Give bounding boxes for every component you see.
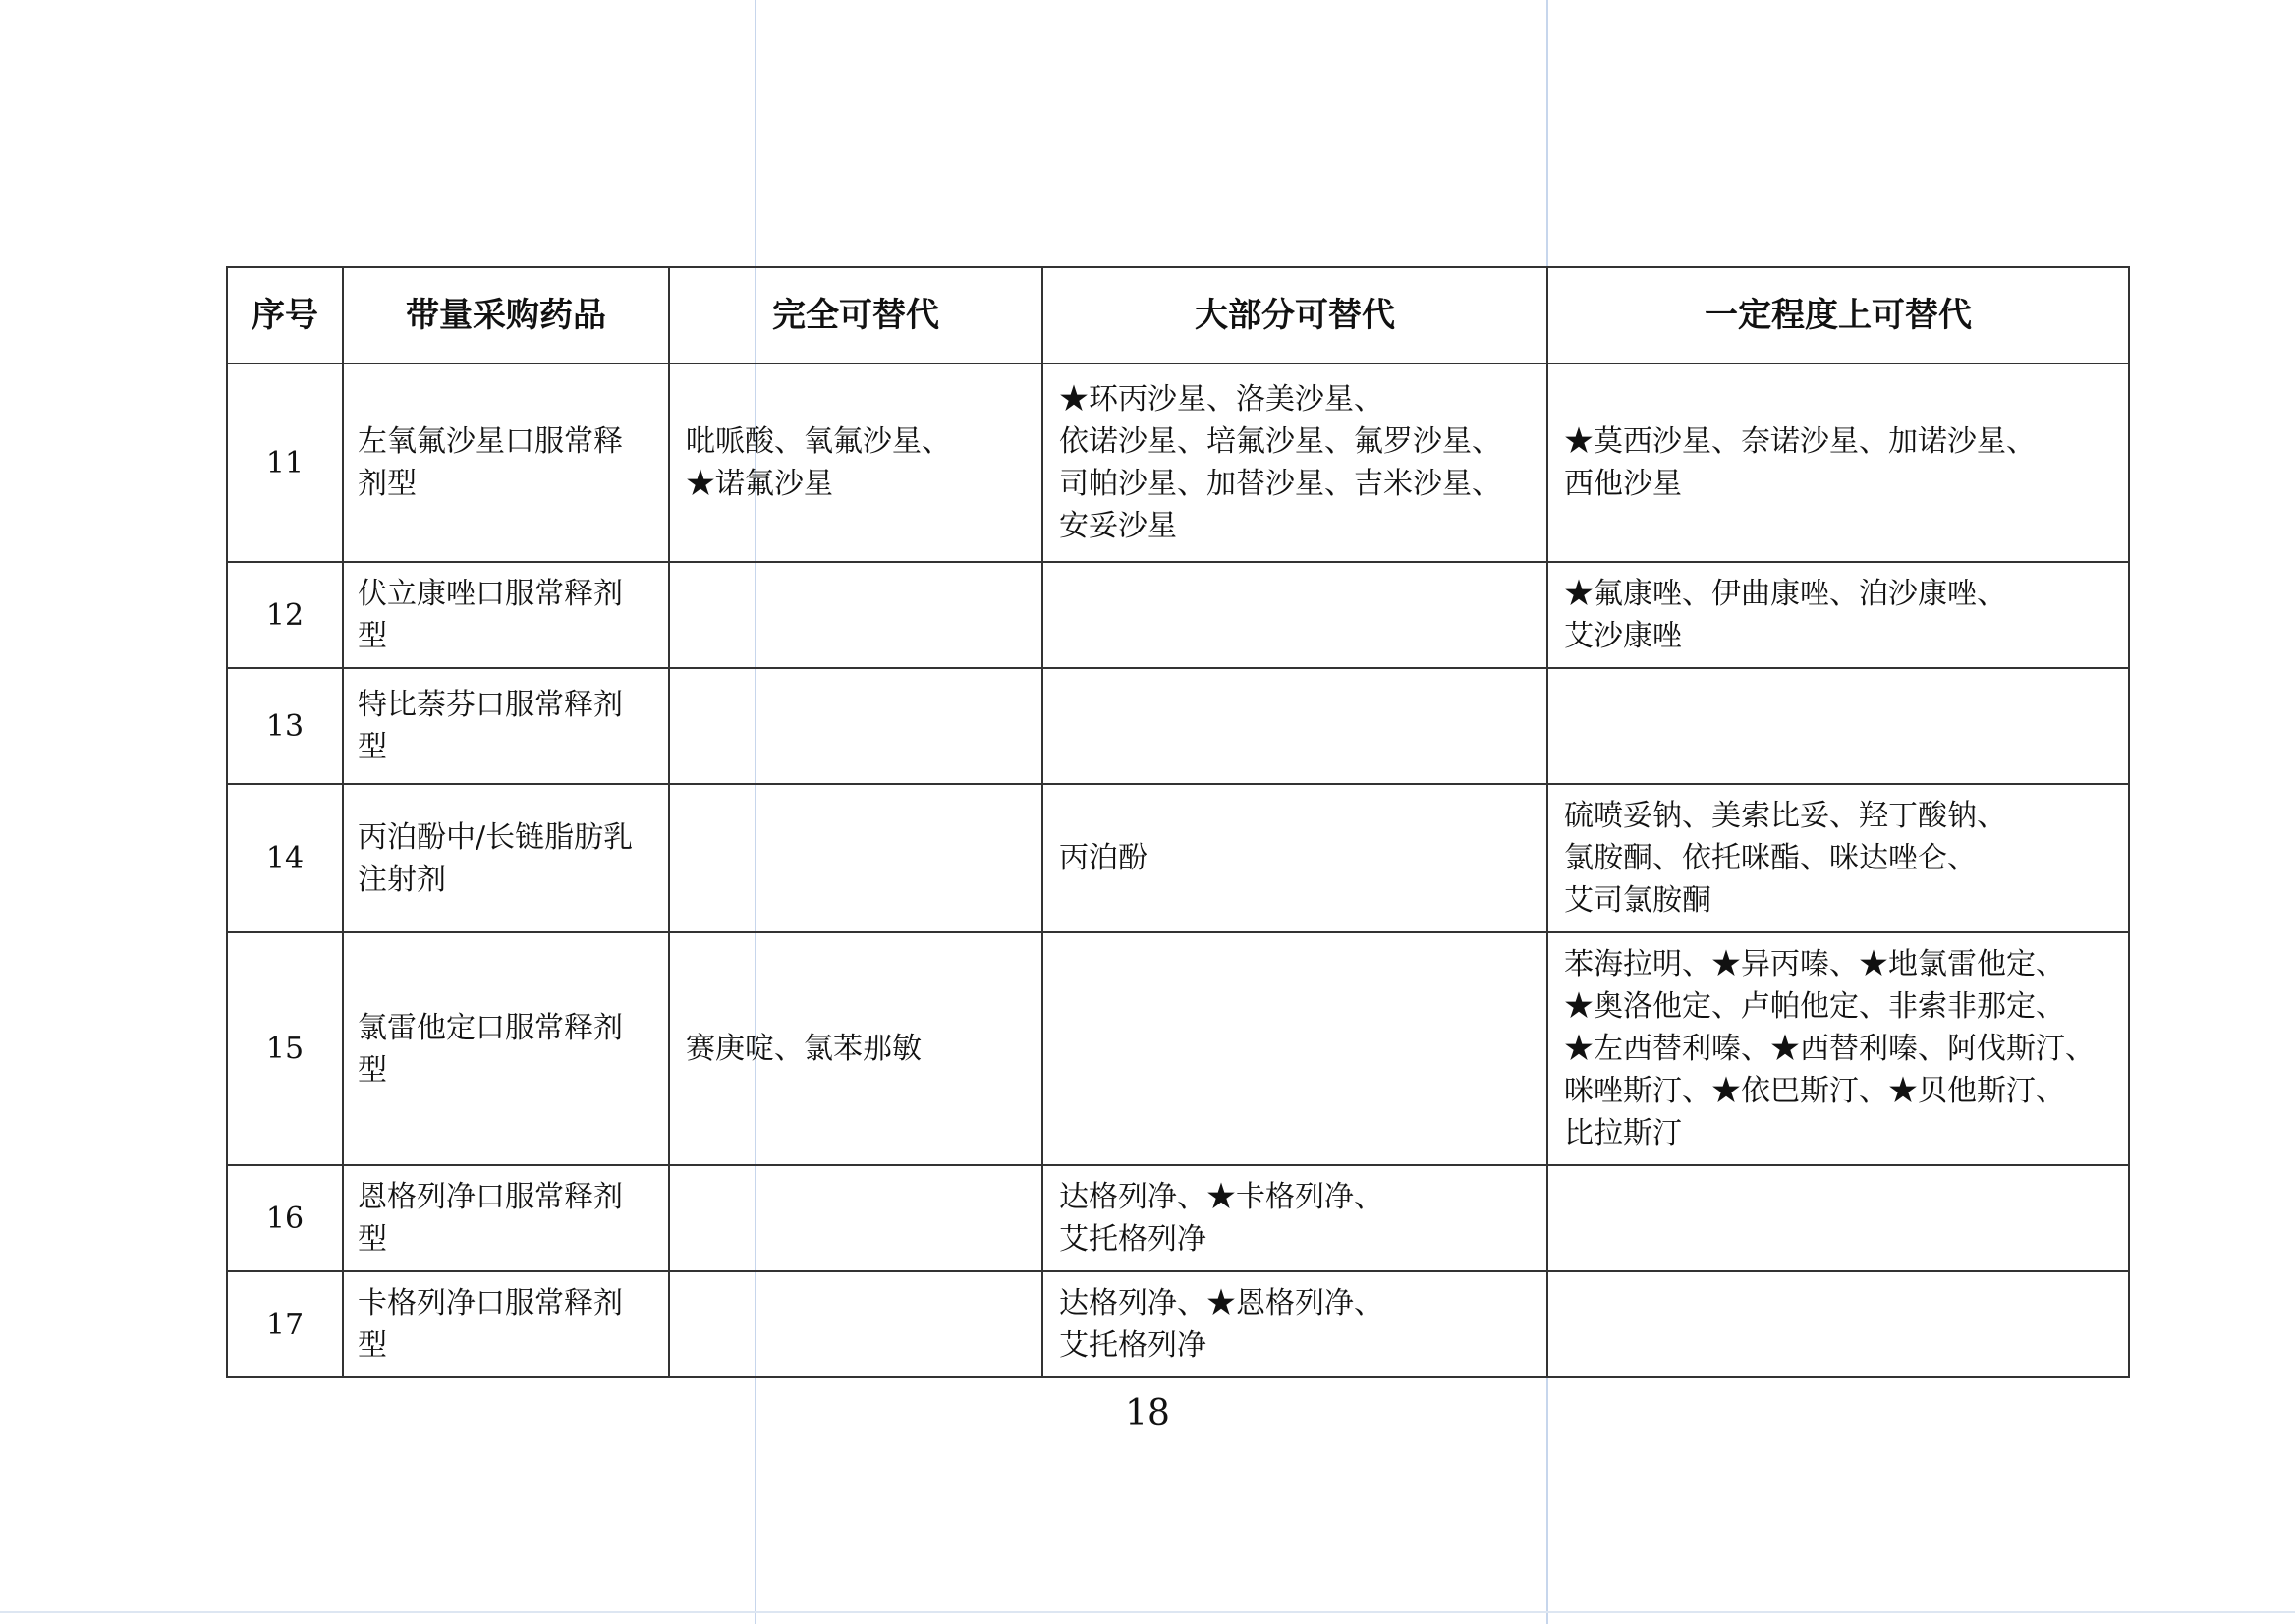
row-number: 13 xyxy=(227,668,343,784)
drug-name: 氯雷他定口服常释剂 型 xyxy=(343,932,669,1165)
row-number: 15 xyxy=(227,932,343,1165)
scan-guide-line xyxy=(0,1611,2295,1613)
partially-substitutable: ★莫西沙星、奈诺沙星、加诺沙星、 西他沙星 xyxy=(1547,364,2129,562)
fully-substitutable xyxy=(669,1271,1042,1377)
mostly-substitutable xyxy=(1042,562,1547,668)
header-no: 序号 xyxy=(227,267,343,364)
drug-name: 卡格列净口服常释剂 型 xyxy=(343,1271,669,1377)
partially-substitutable: ★氟康唑、伊曲康唑、泊沙康唑、 艾沙康唑 xyxy=(1547,562,2129,668)
drug-name: 恩格列净口服常释剂 型 xyxy=(343,1165,669,1271)
table-row xyxy=(227,562,2129,668)
table-header-row xyxy=(227,267,2129,364)
mostly-substitutable xyxy=(1042,932,1547,1165)
row-number: 11 xyxy=(227,364,343,562)
drug-name: 特比萘芬口服常释剂 型 xyxy=(343,668,669,784)
page-number: 18 xyxy=(1125,1393,1170,1433)
drug-name: 丙泊酚中/长链脂肪乳 注射剂 xyxy=(343,784,669,932)
fully-substitutable: 吡哌酸、氧氟沙星、 ★诺氟沙星 xyxy=(669,364,1042,562)
table-row xyxy=(227,1271,2129,1377)
fully-substitutable xyxy=(669,1165,1042,1271)
drug-name: 伏立康唑口服常释剂 型 xyxy=(343,562,669,668)
fully-substitutable xyxy=(669,784,1042,932)
table-row xyxy=(227,364,2129,562)
partially-substitutable xyxy=(1547,1271,2129,1377)
mostly-substitutable: ★环丙沙星、洛美沙星、 依诺沙星、培氟沙星、氟罗沙星、 司帕沙星、加替沙星、吉米沙星、 安妥沙星 xyxy=(1042,364,1547,562)
row-number: 17 xyxy=(227,1271,343,1377)
table-row xyxy=(227,932,2129,1165)
row-number: 16 xyxy=(227,1165,343,1271)
fully-substitutable: 赛庚啶、氯苯那敏 xyxy=(669,932,1042,1165)
header-drug: 带量采购药品 xyxy=(343,267,669,364)
partially-substitutable: 硫喷妥钠、美索比妥、羟丁酸钠、 氯胺酮、依托咪酯、咪达唑仑、 艾司氯胺酮 xyxy=(1547,784,2129,932)
header-partially-substitutable: 一定程度上可替代 xyxy=(1547,267,2129,364)
mostly-substitutable: 达格列净、★卡格列净、 艾托格列净 xyxy=(1042,1165,1547,1271)
fully-substitutable xyxy=(669,668,1042,784)
mostly-substitutable: 达格列净、★恩格列净、 艾托格列净 xyxy=(1042,1271,1547,1377)
table-row xyxy=(227,784,2129,932)
mostly-substitutable: 丙泊酚 xyxy=(1042,784,1547,932)
table-row xyxy=(227,668,2129,784)
table-row xyxy=(227,1165,2129,1271)
row-number: 12 xyxy=(227,562,343,668)
drug-name: 左氧氟沙星口服常释 剂型 xyxy=(343,364,669,562)
substitution-table xyxy=(226,266,2130,1378)
partially-substitutable xyxy=(1547,668,2129,784)
mostly-substitutable xyxy=(1042,668,1547,784)
header-mostly-substitutable: 大部分可替代 xyxy=(1042,267,1547,364)
partially-substitutable: 苯海拉明、★异丙嗪、★地氯雷他定、 ★奥洛他定、卢帕他定、非索非那定、 ★左西替利嗪、★西替利嗪、阿伐斯汀、 咪唑斯汀、★依巴斯汀、★贝他斯汀、 比拉斯汀 xyxy=(1547,932,2129,1165)
row-number: 14 xyxy=(227,784,343,932)
fully-substitutable xyxy=(669,562,1042,668)
header-fully-substitutable: 完全可替代 xyxy=(669,267,1042,364)
partially-substitutable xyxy=(1547,1165,2129,1271)
